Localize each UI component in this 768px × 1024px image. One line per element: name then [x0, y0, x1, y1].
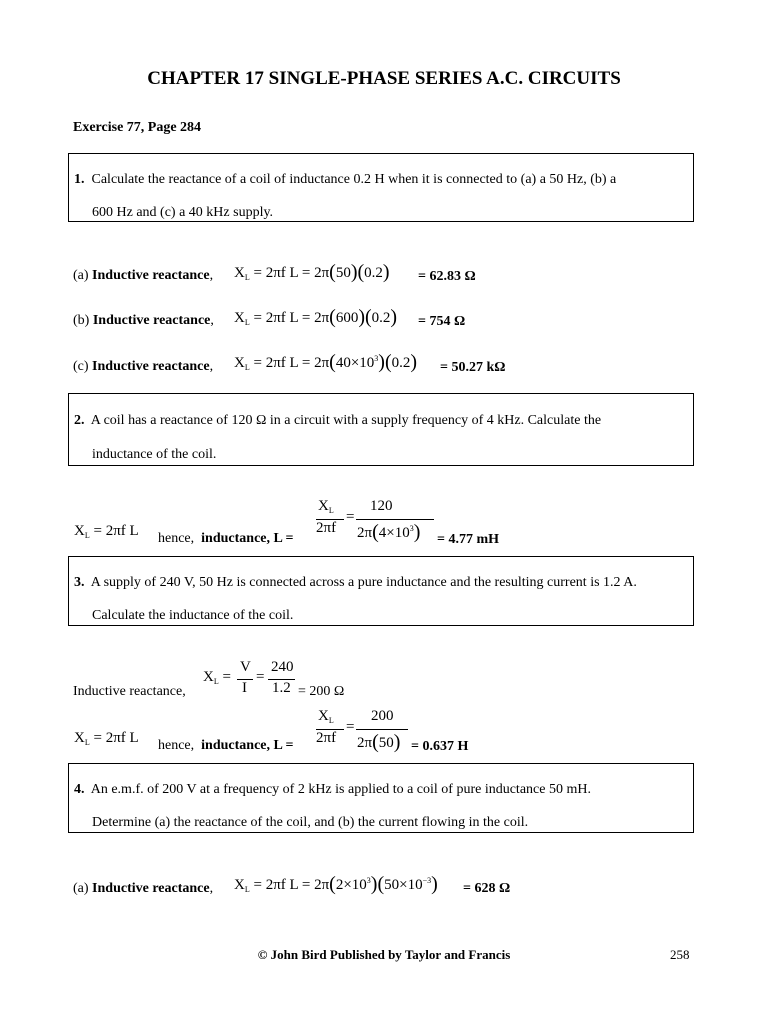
- question-3-line-2: Calculate the inductance of the coil.: [92, 608, 294, 623]
- question-2-line-2: inductance of the coil.: [92, 447, 217, 462]
- question-1-line-1: 1. Calculate the reactance of a coil of inductance 0.2 H when it is connected to (a) a 50 Hz, (b) a: [74, 172, 617, 187]
- answer-2-fraction-2-denominator: $2\pi(4\times 10^3)$: [357, 521, 421, 543]
- answer-3-hence: hence, inductance, L =: [158, 738, 294, 753]
- answer-3-240: 240: [271, 659, 294, 675]
- answer-2-fraction-2-numerator: 120: [370, 498, 393, 514]
- answer-2-equals: =: [346, 509, 355, 525]
- question-1-line-2: 600 Hz and (c) a 40 kHz supply.: [92, 205, 274, 220]
- answer-3-v: V: [240, 659, 251, 675]
- answer-3-result: = 0.637 H: [411, 739, 469, 754]
- answer-3-xl-symbol: $X_L$ =: [203, 669, 231, 686]
- question-4-line-1: 4. An e.m.f. of 200 V at a frequency of 2 kHz is applied to a coil of pure inductance 50 mH.: [74, 782, 591, 797]
- answer-1a-result: = 62.83 Ω: [418, 269, 476, 284]
- answer-3-reactance-result: = 200 Ω: [298, 684, 345, 699]
- answer-3-equals-2: =: [346, 719, 355, 735]
- page-number: 258: [670, 947, 690, 962]
- question-1-box: [68, 153, 694, 222]
- answer-1a-label: (a) Inductive reactance,: [73, 268, 214, 283]
- answer-1c-label: (c) Inductive reactance,: [73, 359, 214, 374]
- answer-3-i: I: [242, 680, 247, 696]
- question-3-box: [68, 556, 694, 626]
- answer-3-1-2: 1.2: [272, 680, 291, 696]
- question-2-line-1: 2. A coil has a reactance of 120 Ω in a circuit with a supply frequency of 4 kHz. Calculate the: [74, 413, 602, 428]
- question-4-line-2: Determine (a) the reactance of the coil, and (b) the current flowing in the coil.: [92, 815, 529, 830]
- question-3-line-1: 3. A supply of 240 V, 50 Hz is connected across a pure inductance and the resulting current is 1.2 A.: [74, 575, 637, 590]
- question-4-box: [68, 763, 694, 833]
- answer-1c-result: = 50.27 kΩ: [440, 360, 506, 375]
- answer-1b-formula: $X_L = 2\pi f$ L = 2π(600)(0.2): [234, 306, 398, 328]
- answer-2-fraction-1-numerator: $X_L$: [318, 498, 334, 515]
- answer-3-fraction-2-denominator: 2π(50): [357, 731, 401, 753]
- exercise-heading: Exercise 77, Page 284: [73, 120, 202, 135]
- answer-3-fraction-2-numerator: 200: [371, 708, 394, 724]
- answer-1b-label: (b) Inductive reactance,: [73, 313, 214, 328]
- answer-3-reactance-label: Inductive reactance,: [73, 684, 186, 699]
- answer-3-xl-formula: $X_L = 2\pi f$ L: [74, 730, 139, 747]
- footer-copyright: © John Bird Published by Taylor and Francis: [257, 947, 511, 962]
- answer-4a-result: = 628 Ω: [463, 881, 511, 896]
- answer-3-fraction-1-denominator: 2πf: [316, 730, 337, 746]
- answer-4a-label: (a) Inductive reactance,: [73, 881, 214, 896]
- answer-3-fraction-1-numerator: $X_L$: [318, 708, 334, 725]
- question-2-box: [68, 393, 694, 466]
- answer-1a-formula: $X_L = 2\pi f$ L = 2π(50)(0.2): [234, 261, 390, 283]
- answer-2-fraction-1-denominator: 2πf: [316, 520, 337, 536]
- answer-3-equals: =: [256, 669, 265, 685]
- answer-2-xl-formula: $X_L = 2\pi f$ L: [74, 523, 139, 540]
- answer-4a-formula: $X_L = 2\pi f$ $L = 2\pi(2\times 10^3)(50\times 10^{-3})$: [234, 873, 438, 895]
- answer-1b-result: = 754 Ω: [418, 314, 466, 329]
- answer-2-hence: hence, inductance, L =: [158, 531, 294, 546]
- answer-2-result: = 4.77 mH: [437, 532, 500, 547]
- chapter-title: CHAPTER 17 SINGLE-PHASE SERIES A.C. CIRCUITS: [147, 68, 621, 89]
- answer-1c-formula: $X_L = 2\pi f$ $L = 2\pi(40\times 10^3)(0.2)$: [234, 351, 418, 373]
